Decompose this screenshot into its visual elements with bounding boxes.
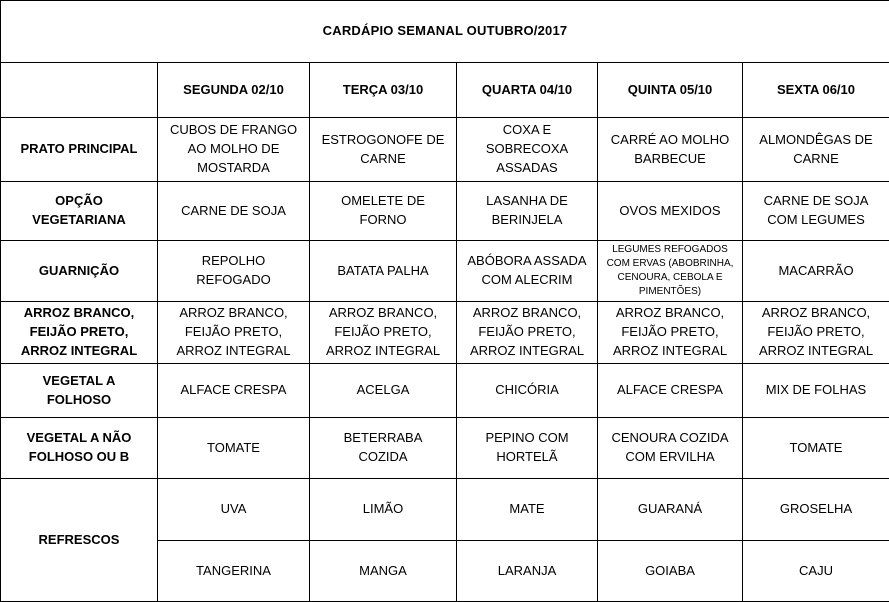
table-row xyxy=(1,118,889,182)
menu-cell: UVA xyxy=(158,479,310,541)
menu-cell: MATE xyxy=(457,479,598,541)
menu-cell: TANGERINA xyxy=(158,541,310,602)
row-label-prato-principal: PRATO PRINCIPAL xyxy=(1,118,158,182)
menu-cell: MIX DE FOLHAS xyxy=(743,364,889,418)
menu-cell: MANGA xyxy=(310,541,457,602)
menu-cell: OMELETE DE FORNO xyxy=(310,182,457,241)
menu-cell: BATATA PALHA xyxy=(310,241,457,302)
row-label-opcao-vegetariana: OPÇÃO VEGETARIANA xyxy=(1,182,158,241)
row-label-vegetal-nao-folhoso: VEGETAL A NÃO FOLHOSO OU B xyxy=(1,418,158,479)
table-row xyxy=(1,302,889,364)
menu-cell: TOMATE xyxy=(158,418,310,479)
menu-cell: ARROZ BRANCO, FEIJÃO PRETO, ARROZ INTEGRAL xyxy=(743,302,889,364)
table-row xyxy=(1,241,889,302)
menu-cell: LARANJA xyxy=(457,541,598,602)
table-row xyxy=(1,418,889,479)
menu-cell: GROSELHA xyxy=(743,479,889,541)
menu-cell: CARRÉ AO MOLHO BARBECUE xyxy=(598,118,743,182)
row-label-vegetal-folhoso: VEGETAL A FOLHOSO xyxy=(1,364,158,418)
menu-cell: CUBOS DE FRANGO AO MOLHO DE MOSTARDA xyxy=(158,118,310,182)
table-row xyxy=(1,182,889,241)
menu-cell: ARROZ BRANCO, FEIJÃO PRETO, ARROZ INTEGRAL xyxy=(158,302,310,364)
column-header-terca: TERÇA 03/10 xyxy=(310,63,457,118)
menu-cell: LEGUMES REFOGADOS COM ERVAS (ABOBRINHA, CENOURA, CEBOLA E PIMENTÕES) xyxy=(598,241,743,302)
menu-cell: CENOURA COZIDA COM ERVILHA xyxy=(598,418,743,479)
table-row xyxy=(1,479,889,541)
menu-cell: CARNE DE SOJA COM LEGUMES xyxy=(743,182,889,241)
menu-cell: COXA E SOBRECOXA ASSADAS xyxy=(457,118,598,182)
menu-cell: ARROZ BRANCO, FEIJÃO PRETO, ARROZ INTEGRAL xyxy=(457,302,598,364)
menu-cell: ARROZ BRANCO, FEIJÃO PRETO, ARROZ INTEGRAL xyxy=(310,302,457,364)
header-row xyxy=(1,63,889,118)
menu-cell: ESTROGONOFE DE CARNE xyxy=(310,118,457,182)
corner-cell xyxy=(1,63,158,118)
menu-cell: GOIABA xyxy=(598,541,743,602)
menu-cell: CHICÓRIA xyxy=(457,364,598,418)
menu-cell: REPOLHO REFOGADO xyxy=(158,241,310,302)
column-header-sexta: SEXTA 06/10 xyxy=(743,63,889,118)
menu-cell: BETERRABA COZIDA xyxy=(310,418,457,479)
menu-cell: CARNE DE SOJA xyxy=(158,182,310,241)
menu-cell: OVOS MEXIDOS xyxy=(598,182,743,241)
menu-cell: PEPINO COM HORTELÃ xyxy=(457,418,598,479)
title-row xyxy=(1,1,889,63)
menu-cell: LIMÃO xyxy=(310,479,457,541)
column-header-segunda: SEGUNDA 02/10 xyxy=(158,63,310,118)
row-label-arroz-feijao: ARROZ BRANCO, FEIJÃO PRETO, ARROZ INTEGRAL xyxy=(1,302,158,364)
menu-cell: MACARRÃO xyxy=(743,241,889,302)
column-header-quarta: QUARTA 04/10 xyxy=(457,63,598,118)
menu-cell: ALFACE CRESPA xyxy=(598,364,743,418)
menu-cell: ALFACE CRESPA xyxy=(158,364,310,418)
menu-cell: CAJU xyxy=(743,541,889,602)
menu-cell: ABÓBORA ASSADA COM ALECRIM xyxy=(457,241,598,302)
menu-cell: GUARANÁ xyxy=(598,479,743,541)
menu-cell: TOMATE xyxy=(743,418,889,479)
table-row xyxy=(1,364,889,418)
menu-cell: ACELGA xyxy=(310,364,457,418)
menu-cell: LASANHA DE BERINJELA xyxy=(457,182,598,241)
menu-cell: ARROZ BRANCO, FEIJÃO PRETO, ARROZ INTEGRAL xyxy=(598,302,743,364)
row-label-refrescos: REFRESCOS xyxy=(1,479,158,602)
page-title: CARDÁPIO SEMANAL OUTUBRO/2017 xyxy=(1,1,889,63)
menu-cell: ALMONDÊGAS DE CARNE xyxy=(743,118,889,182)
row-label-guarnicao: GUARNIÇÃO xyxy=(1,241,158,302)
column-header-quinta: QUINTA 05/10 xyxy=(598,63,743,118)
